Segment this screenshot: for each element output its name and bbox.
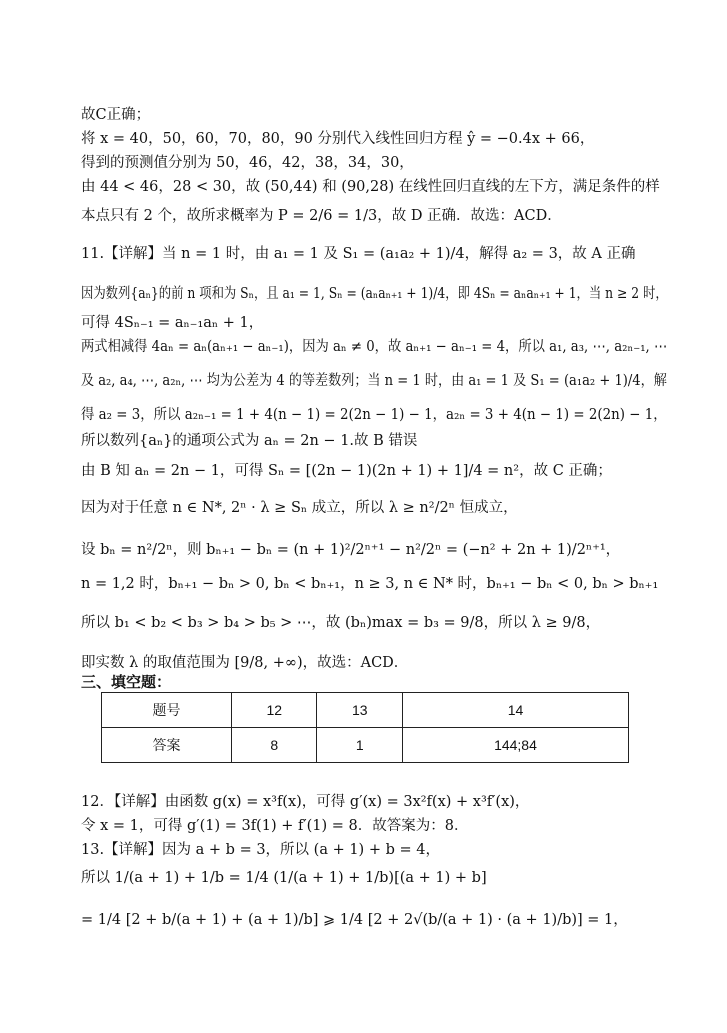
text-line: 得到的预测值分别为 50，46，42，38，34，30， xyxy=(81,155,414,171)
text-line: 即实数 λ 的取值范围为 [9/8, +∞)，故选：ACD． xyxy=(81,655,409,671)
text-line: 所以 1/(a + 1) + 1/b = 1/4 (1/(a + 1) + 1/b)[(a + 1) + b] xyxy=(81,870,487,886)
text-line: 及 a₂, a₄, ⋯, a₂ₙ, ⋯ 均为公差为 4 的等差数列；当 n = 1 时，由 a₁ = 1 及 S₁ = (a₁a₂ + 1)/4，解 xyxy=(81,373,667,389)
table-header-cell: 答案 xyxy=(102,728,232,763)
section-heading: 三、填空题： xyxy=(81,673,172,691)
table-row xyxy=(102,693,629,728)
text-line: = 1/4 [2 + b/(a + 1) + (a + 1)/b] ⩾ 1/4 [2 + 2√(b/(a + 1) · (a + 1)/b)] = 1， xyxy=(81,912,628,928)
text-line: n = 1,2 时，bₙ₊₁ − bₙ > 0, bₙ < bₙ₊₁，n ≥ 3, n ∈ N* 时，bₙ₊₁ − bₙ < 0, bₙ > bₙ₊₁ xyxy=(81,576,659,592)
text-line: 得 a₂ = 3，所以 a₂ₙ₋₁ = 1 + 4(n − 1) = 2(2n − 1) − 1，a₂ₙ = 3 + 4(n − 1) = 2(2n) − 1， xyxy=(81,407,667,423)
text-line: 两式相减得 4aₙ = aₙ(aₙ₊₁ − aₙ₋₁)，因为 aₙ ≠ 0，故 aₙ₊₁ − aₙ₋₁ = 4，所以 a₁, a₃, ⋯, a₂ₙ₋₁, ⋯ xyxy=(81,339,668,355)
table-cell: 14 xyxy=(402,693,628,728)
table-cell: 144;84 xyxy=(402,728,628,763)
text-line: 令 x = 1，可得 g′(1) = 3f(1) + f′(1) = 8．故答案为：8． xyxy=(81,818,469,834)
text-line: 所以数列{aₙ}的通项公式为 aₙ = 2n − 1.故 B 错误 xyxy=(81,433,418,449)
text-line: 可得 4Sₙ₋₁ = aₙ₋₁aₙ + 1， xyxy=(81,315,264,331)
answer-table xyxy=(101,692,629,763)
table-cell: 12 xyxy=(232,693,317,728)
table-cell: 13 xyxy=(317,693,402,728)
table-row xyxy=(102,728,629,763)
text-line: 13.【详解】因为 a + b = 3，所以 (a + 1) + b = 4， xyxy=(81,842,440,858)
text-line: 12．【详解】由函数 g(x) = x³f(x)，可得 g′(x) = 3x²f(x) + x³f′(x)， xyxy=(81,794,530,810)
text-line: 所以 b₁ < b₂ < b₃ > b₄ > b₅ > ⋯，故 (bₙ)max = b₃ = 9/8，所以 λ ≥ 9/8， xyxy=(81,615,601,631)
text-line: 故C正确； xyxy=(81,107,151,123)
text-line: 由 44 < 46，28 < 30，故 (50,44) 和 (90,28) 在线性回归直线的左下方，满足条件的样 xyxy=(81,179,660,195)
text-line: 本点只有 2 个，故所求概率为 P = 2/6 = 1/3，故 D 正确．故选：ACD． xyxy=(81,208,562,224)
table-cell: 1 xyxy=(317,728,402,763)
table-cell: 8 xyxy=(232,728,317,763)
text-line: 将 x = 40，50，60，70，80，90 分别代入线性回归方程 ŷ = −0.4x + 66， xyxy=(81,131,595,147)
text-line: 因为数列{aₙ}的前 n 项和为 Sₙ，且 a₁ = 1, Sₙ = (aₙaₙ₊₁ + 1)/4，即 4Sₙ = aₙaₙ₊₁ + 1，当 n ≥ 2 时， xyxy=(81,286,668,302)
text-line: 设 bₙ = n²/2ⁿ，则 bₙ₊₁ − bₙ = (n + 1)²/2ⁿ⁺¹ − n²/2ⁿ = (−n² + 2n + 1)/2ⁿ⁺¹， xyxy=(81,542,621,558)
text-line: 11.【详解】当 n = 1 时，由 a₁ = 1 及 S₁ = (a₁a₂ + 1)/4，解得 a₂ = 3，故 A 正确 xyxy=(81,246,636,262)
table-header-cell: 题号 xyxy=(102,693,232,728)
text-line: 由 B 知 aₙ = 2n − 1，可得 Sₙ = [(2n − 1)(2n + 1) + 1]/4 = n²，故 C 正确； xyxy=(81,463,612,479)
text-line: 因为对于任意 n ∈ N*, 2ⁿ · λ ≥ Sₙ 成立，所以 λ ≥ n²/2ⁿ 恒成立， xyxy=(81,500,518,516)
